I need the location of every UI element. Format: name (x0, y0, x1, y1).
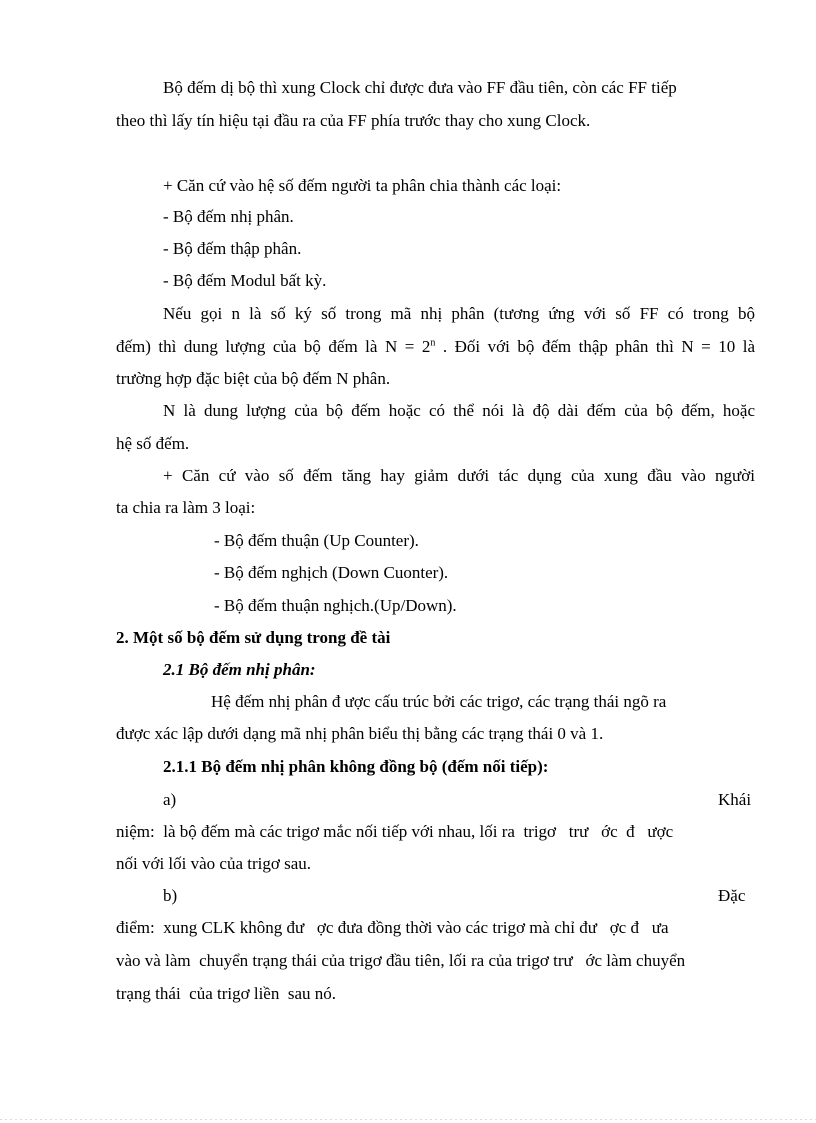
paragraph-1-line-1: Bộ đếm dị bộ thì xung Clock chỉ được đưa vào FF đầu tiên, còn các FF tiếp (163, 78, 677, 97)
classification-2-line-1: + Căn cứ vào số đếm tăng hay giảm dưới tác dụng của xung đầu vào người (163, 466, 755, 485)
section-2-heading: 2. Một số bộ đếm sử dụng trong đề tài (116, 628, 391, 647)
paragraph-2-line-3: trường hợp đặc biệt của bộ đếm N phân. (116, 369, 391, 388)
paragraph-3-line-1: N là dung lượng của bộ đếm hoặc có thể nói là độ dài đếm của bộ đếm, hoặc (163, 401, 755, 420)
classification-1-intro: + Căn cứ vào hệ số đếm người ta phân chia thành các loại: (163, 176, 562, 195)
section-2-1-text-2: được xác lập dưới dạng mã nhị phân biểu thị bằng các trạng thái 0 và 1. (116, 724, 604, 743)
paragraph-1-line-2: theo thì lấy tín hiệu tại đầu ra của FF phía trước thay cho xung Clock. (116, 111, 591, 130)
paragraph-2-line-2-after: . Đối với bộ đếm thập phân thì N = 10 là (435, 337, 756, 356)
item-a-word: Khái (718, 790, 752, 809)
item-b-word: Đặc (718, 886, 746, 905)
classification-1-item: - Bộ đếm thập phân. (163, 239, 302, 258)
classification-2-item: - Bộ đếm thuận (Up Counter). (214, 531, 419, 550)
item-b-line-2: vào và làm chuyển trạng thái của trigơ đầu tiên, lối ra của trigơ trư ớc làm chuyển (116, 951, 686, 970)
item-a-line-1: niệm: là bộ đếm mà các trigơ mắc nối tiếp với nhau, lối ra trigơ trư ớc đ ược (116, 822, 674, 841)
section-2-1-subheading: 2.1 Bộ đếm nhị phân: (163, 660, 316, 679)
section-2-1-1-heading: 2.1.1 Bộ đếm nhị phân không đồng bộ (đếm nối tiếp): (163, 757, 549, 776)
classification-2-item: - Bộ đếm thuận nghịch.(Up/Down). (214, 596, 457, 615)
item-b-line-3: trạng thái của trigơ liền sau nó. (116, 984, 337, 1003)
item-b-label: b) (163, 886, 178, 905)
exponent-n: n (430, 337, 436, 349)
classification-2-line-2: ta chia ra làm 3 loại: (116, 498, 256, 517)
item-a-line-2: nối với lối vào của trigơ sau. (116, 854, 312, 873)
classification-1-item: - Bộ đếm nhị phân. (163, 207, 294, 226)
paragraph-2-line-2-before: đếm) thì dung lượng của bộ đếm là N = 2 (116, 337, 431, 356)
paragraph-2-line-2 (116, 337, 755, 357)
paragraph-3-line-2: hệ số đếm. (116, 434, 190, 453)
classification-1-item: - Bộ đếm Modul bất kỳ. (163, 271, 327, 290)
paragraph-2-line-1: Nếu gọi n là số ký số trong mã nhị phân (tương ứng với số FF có trong bộ (163, 304, 755, 323)
classification-2-item: - Bộ đếm nghịch (Down Cuonter). (214, 563, 449, 582)
section-2-1-text-1: Hệ đếm nhị phân đ ược cấu trúc bởi các trigơ, các trạng thái ngõ ra (211, 692, 667, 711)
item-b-line-1: điểm: xung CLK không đư ợc đưa đồng thời vào các trigơ mà chỉ đư ợc đ ưa (116, 918, 669, 937)
page-bottom-dotted-rule (0, 1119, 816, 1120)
item-a-label: a) (163, 790, 177, 809)
